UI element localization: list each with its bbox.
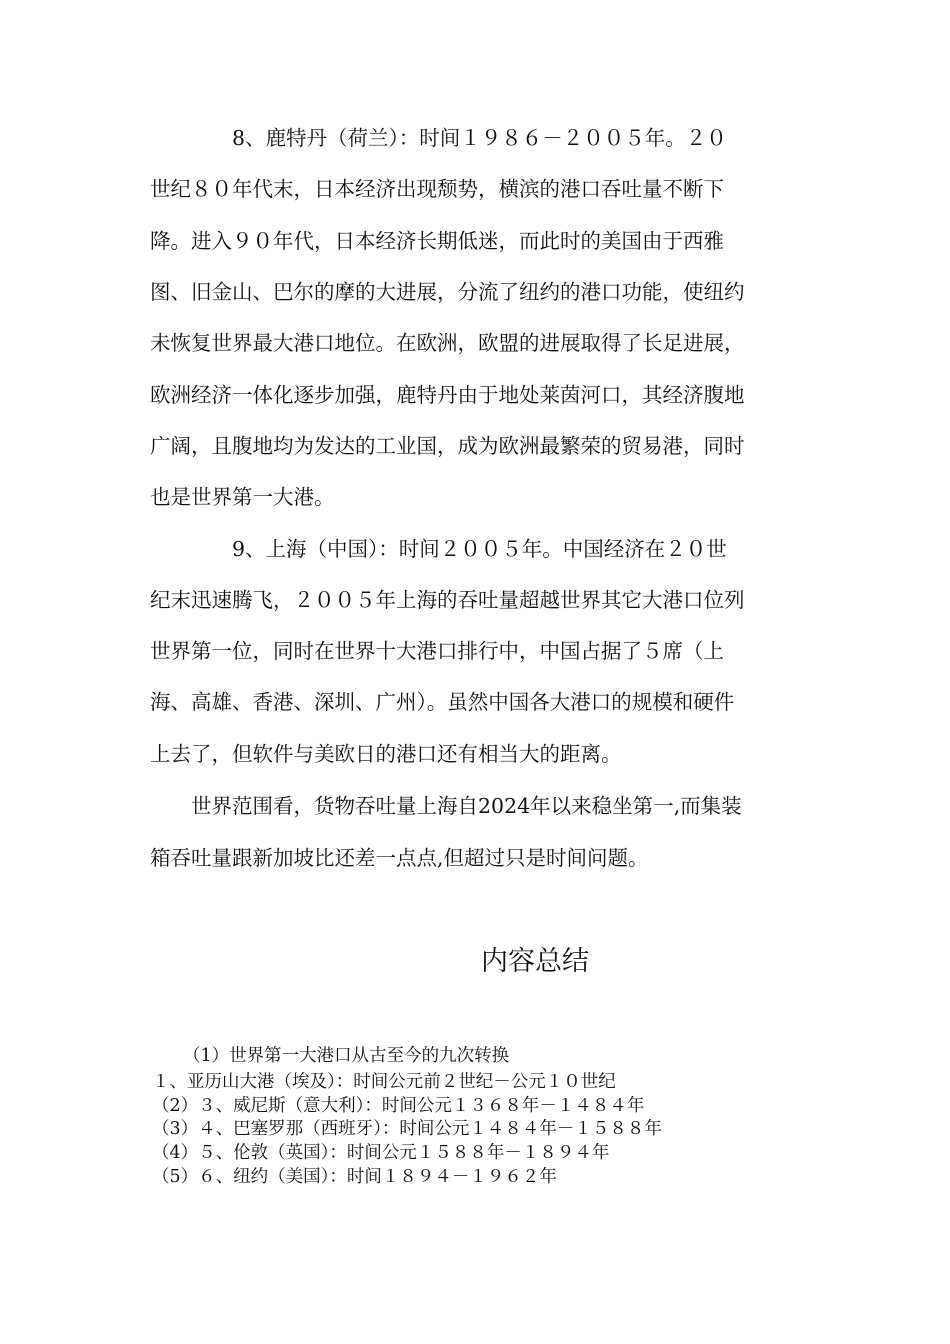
text-line: 降。进入９０年代，日本经济长期低迷，而此时的美国由于西雅 (150, 229, 724, 253)
text-line: 纪末迅速腾飞，２００５年上海的吞吐量超越世界其它大港口位列 (150, 588, 745, 612)
summary-line: １、亚历山大港（埃及）：时间公元前２世纪－公元１０世纪 (152, 1072, 616, 1092)
summary-line: （4）５、伦敦（英国）：时间公元１５８８年－１８９４年 (152, 1143, 610, 1163)
text-line: 世界第一位，同时在世界十大港口排行中，中国占据了５席（上 (150, 639, 724, 663)
text-line: 图、旧金山、巴尔的摩的大进展，分流了纽约的港口功能，使纽约 (150, 280, 745, 304)
text-line: 世界范围看，货物吞吐量上海自2024年以来稳坐第一,而集装 (191, 794, 742, 818)
text-line: 海、高雄、香港、深圳、广州）。虽然中国各大港口的规模和硬件 (150, 690, 735, 714)
summary-title: 内容总结 (481, 946, 589, 977)
summary-line: （5）６、纽约（美国）：时间１８９４－１９６２年 (152, 1167, 557, 1187)
text-line: 上去了，但软件与美欧日的港口还有相当大的距离。 (150, 742, 622, 766)
text-line: 8、鹿特丹（荷兰）：时间１９８６－２００５年。２０ (150, 126, 727, 150)
text-line: 世纪８０年代末，日本经济出现颓势，横滨的港口吞吐量不断下 (150, 177, 724, 201)
text-line: 也是世界第一大港。 (150, 485, 335, 509)
summary-line: （2）３、威尼斯（意大利）：时间公元１３６８年－１４８４年 (152, 1096, 645, 1116)
text-line: 9、上海（中国）：时间２００５年。中国经济在２０世 (150, 537, 727, 561)
text-line: 未恢复世界最大港口地位。在欧洲，欧盟的进展取得了长足进展， (150, 331, 745, 355)
text-line: 欧洲经济一体化逐步加强，鹿特丹由于地处莱茵河口，其经济腹地 (150, 383, 745, 407)
summary-line: （3）４、巴塞罗那（西班牙）：时间公元１４８４年－１５８８年 (152, 1119, 662, 1139)
summary-line: （1）世界第一大港口从古至今的九次转换 (183, 1046, 510, 1066)
text-line: 箱吞吐量跟新加坡比还差一点点,但超过只是时间问题。 (150, 846, 649, 870)
text-line: 广阔，且腹地均为发达的工业国，成为欧洲最繁荣的贸易港，同时 (150, 434, 745, 458)
